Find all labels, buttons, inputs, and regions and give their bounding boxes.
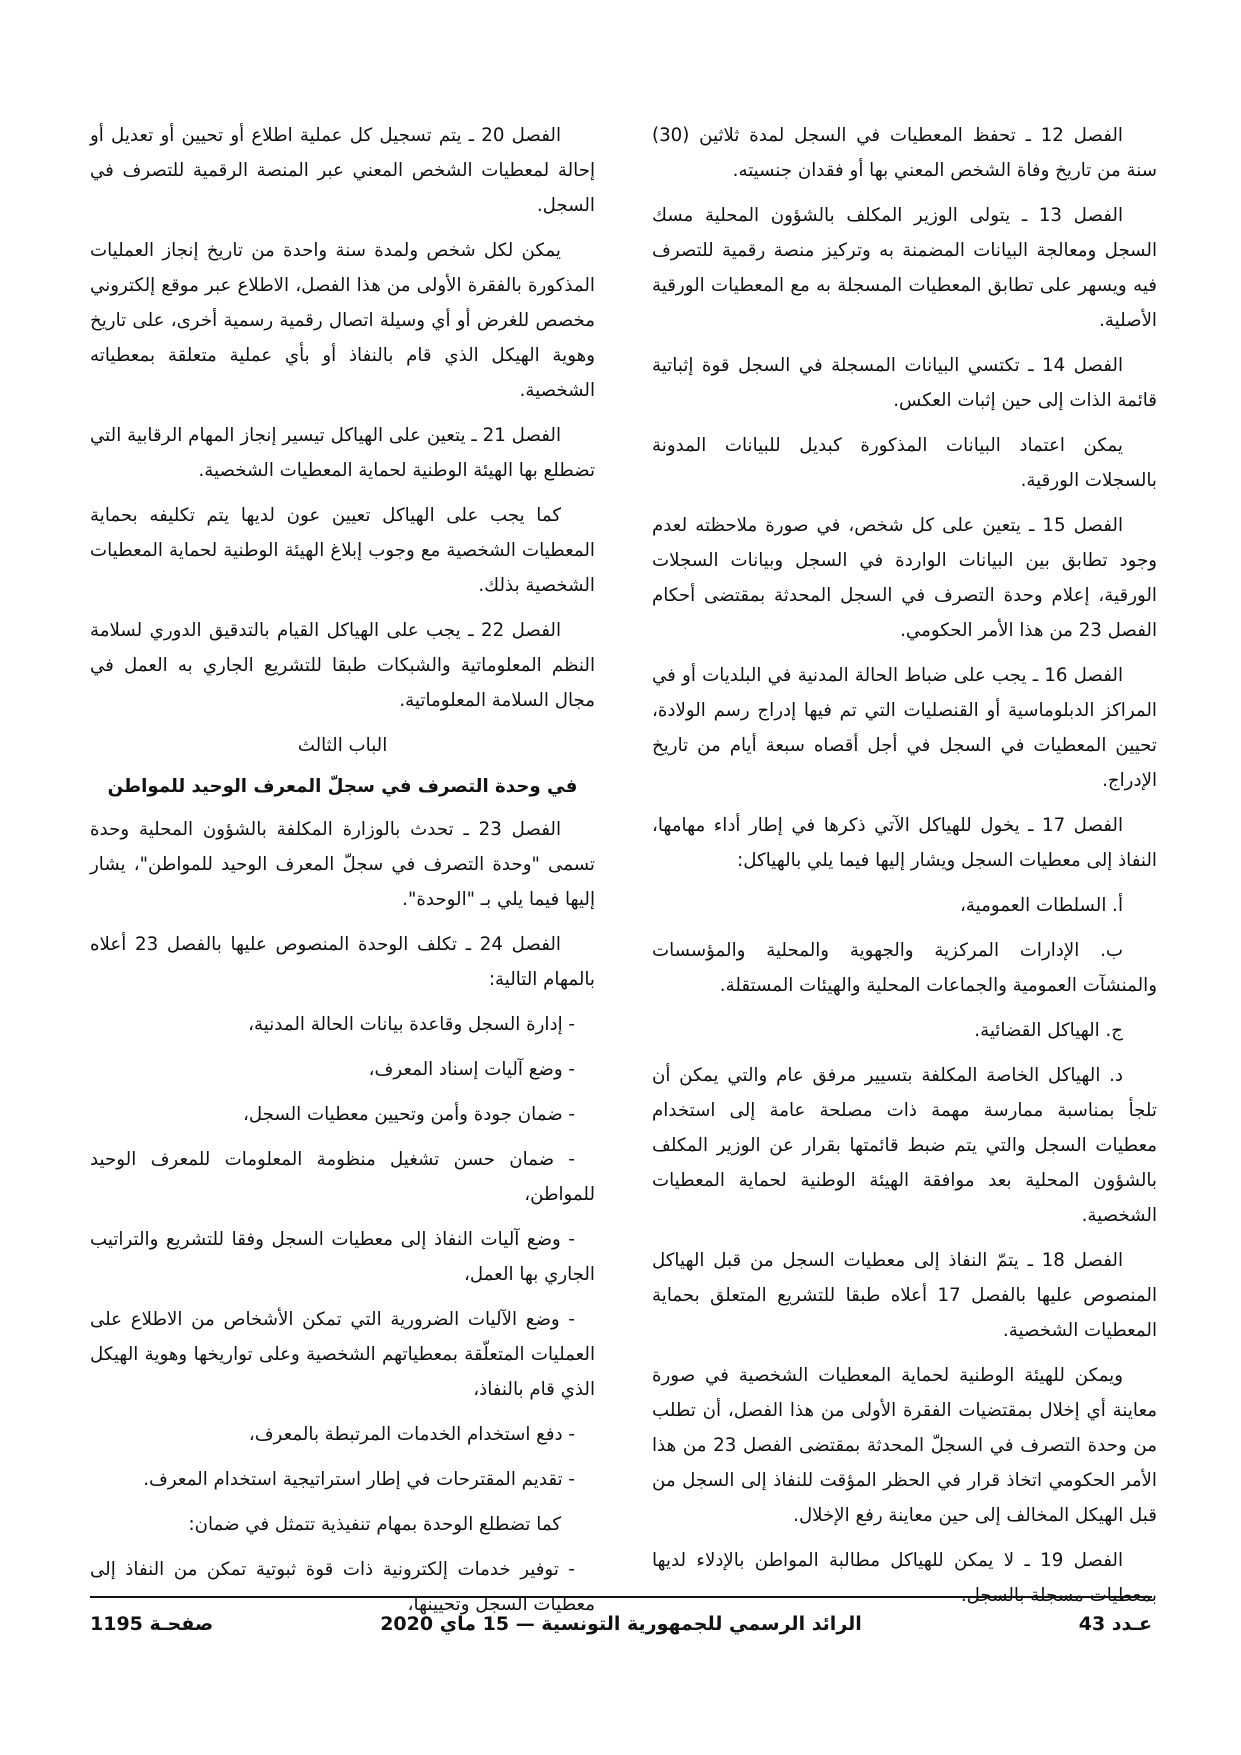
issue-number: عـدد 43 [1078,1613,1152,1635]
article-14: الفصل 14 ـ تكتسي البيانات المسجلة في السجل قوة إثباتية قائمة الذات إلى حين إثبات العكس. [652,355,1157,411]
article-13: الفصل 13 ـ يتولى الوزير المكلف بالشؤون المحلية مسك السجل ومعالجة البيانات المضمنة به وتركيز منصة رقمية للتصرف فيه ويسهر على تطابق المعطيات المسجلة به مع المعطيات الورقية الأصلية. [652,205,1157,331]
article-17-item-b: ب. الإدارات المركزية والجهوية والمحلية والمؤسسات والمنشآت العمومية والجماعات المحلية والهيئات المستقلة. [652,940,1157,996]
article-23: الفصل 23 ـ تحدث بالوزارة المكلفة بالشؤون المحلية وحدة تسمى "وحدة التصرف في سجلّ المعرف الوحيد للمواطن"، يشار إليها فيما يلي بـ "الوحدة". [90,819,595,910]
article-19: الفصل 19 ـ لا يمكن للهياكل مطالبة المواطن بالإدلاء لديها بمعطيات مسجلة بالسجل. [652,1550,1157,1606]
article-12: الفصل 12 ـ تحفظ المعطيات في السجل لمدة ثلاثين (30) سنة من تاريخ وفاة الشخص المعني بها أو فقدان جنسيته. [652,125,1157,181]
right-column [652,118,1157,1623]
article-17-item-a: أ. السلطات العمومية، [960,895,1123,916]
footer-rule [90,1596,1152,1598]
article-14-paragraph-2: يمكن اعتماد البيانات المذكورة كبديل للبيانات المدونة بالسجلات الورقية. [652,435,1157,491]
executive-intro: كما تضطلع الوحدة بمهام تنفيذية تتمثل في ضمان: [188,1514,561,1535]
chapter-title: في وحدة التصرف في سجلّ المعرف الوحيد للمواطن [107,776,578,797]
chapter-label: الباب الثالث [297,735,388,756]
article-21: الفصل 21 ـ يتعين على الهياكل تيسير إنجاز المهام الرقابية التي تضطلع بها الهيئة الوطنية لحماية المعطيات الشخصية. [90,425,595,481]
article-17-item-c: ج. الهياكل القضائية. [974,1020,1123,1041]
article-16: الفصل 16 ـ يجب على ضباط الحالة المدنية في البلديات أو في المراكز الدبلوماسية أو القنصليات التي تم فيها إدراج رسم الولادة، تحيين المعطيات في السجل في أجل أقصاه سبعة أيام من تاريخ الإدراج. [652,665,1157,791]
task-item: - ضمان حسن تشغيل منظومة المعلومات للمعرف الوحيد للمواطن، [90,1149,595,1205]
task-item: - إدارة السجل وقاعدة بيانات الحالة المدنية، [248,1014,575,1035]
article-18-paragraph-2: ويمكن للهيئة الوطنية لحماية المعطيات الشخصية في صورة معاينة أي إخلال بمقتضيات الفقرة الأولى من هذا الفصل، أن تطلب من وحدة التصرف في السجلّ المحدثة بمقتضى الفصل 23 من هذا الأمر الحكومي اتخاذ قرار في الحظر المؤقت للنفاذ إلى السجل من قبل الهيكل المخالف إلى حين معاينة رفع الإخلال. [652,1365,1157,1526]
task-item: - ضمان جودة وأمن وتحيين معطيات السجل، [243,1104,575,1125]
page-number: صفحـة 1195 [90,1613,214,1635]
article-18: الفصل 18 ـ يتمّ النفاذ إلى معطيات السجل من قبل الهياكل المنصوص عليها بالفصل 17 أعلاه طبقا للتشريع المتعلق بحماية المعطيات الشخصية. [652,1250,1157,1341]
task-item: - دفع استخدام الخدمات المرتبطة بالمعرف، [248,1424,575,1445]
left-column [90,118,595,1632]
task-item: - وضع آليات إسناد المعرف، [368,1059,575,1080]
gazette-title-date: الرائد الرسمي للجمهورية التونسية — 15 ماي 2020 [380,1613,862,1635]
page-footer [90,1613,1152,1643]
article-20-paragraph-2: يمكن لكل شخص ولمدة سنة واحدة من تاريخ إنجاز العمليات المذكورة بالفقرة الأولى من هذا الفصل، الاطلاع عبر موقع إلكتروني مخصص للغرض أو أي وسيلة اتصال رقمية رسمية أخرى، على تاريخ وهوية الهيكل الذي قام بالنفاذ أو بأي عملية متعلقة بمعطياته الشخصية. [90,240,595,401]
article-17: الفصل 17 ـ يخول للهياكل الآتي ذكرها في إطار أداء مهامها، النفاذ إلى معطيات السجل ويشار إليها فيما يلي بالهياكل: [652,815,1157,871]
article-17-item-d: د. الهياكل الخاصة المكلفة بتسيير مرفق عام والتي يمكن أن تلجأ بمناسبة ممارسة مهمة ذات مصلحة عامة إلى استخدام معطيات السجل والتي يتم ضبط قائمتها بقرار عن الوزير المكلف بالشؤون المحلية بعد موافقة الهيئة الوطنية لحماية المعطيات الشخصية. [652,1065,1157,1226]
executive-task-item: - توفير خدمات إلكترونية ذات قوة ثبوتية تمكن من النفاذ إلى معطيات السجل وتحيينها، [90,1559,595,1615]
task-item: - تقديم المقترحات في إطار استراتيجية استخدام المعرف. [143,1469,575,1490]
article-15: الفصل 15 ـ يتعين على كل شخص، في صورة ملاحظته لعدم وجود تطابق بين البيانات الواردة في السجل وبيانات السجلات الورقية، إعلام وحدة التصرف في السجل المحدثة بمقتضى أحكام الفصل 23 من هذا الأمر الحكومي. [652,515,1157,641]
article-22: الفصل 22 ـ يجب على الهياكل القيام بالتدقيق الدوري لسلامة النظم المعلوماتية والشبكات طبقا للتشريع الجاري به العمل في مجال السلامة المعلوماتية. [90,620,595,711]
article-21-paragraph-2: كما يجب على الهياكل تعيين عون لديها يتم تكليفه بحماية المعطيات الشخصية مع وجوب إبلاغ الهيئة الوطنية لحماية المعطيات الشخصية بذلك. [90,505,595,596]
article-24: الفصل 24 ـ تكلف الوحدة المنصوص عليها بالفصل 23 أعلاه بالمهام التالية: [90,934,595,990]
article-20: الفصل 20 ـ يتم تسجيل كل عملية اطلاع أو تحيين أو تعديل أو إحالة لمعطيات الشخص المعني عبر المنصة الرقمية للتصرف في السجل. [90,125,595,216]
task-item: - وضع الآليات الضرورية التي تمكن الأشخاص من الاطلاع على العمليات المتعلّقة بمعطياتهم الشخصية وعلى تواريخها وهوية الهيكل الذي قام بالنفاذ، [90,1309,595,1400]
task-item: - وضع آليات النفاذ إلى معطيات السجل وفقا للتشريع والتراتيب الجاري بها العمل، [90,1229,595,1285]
